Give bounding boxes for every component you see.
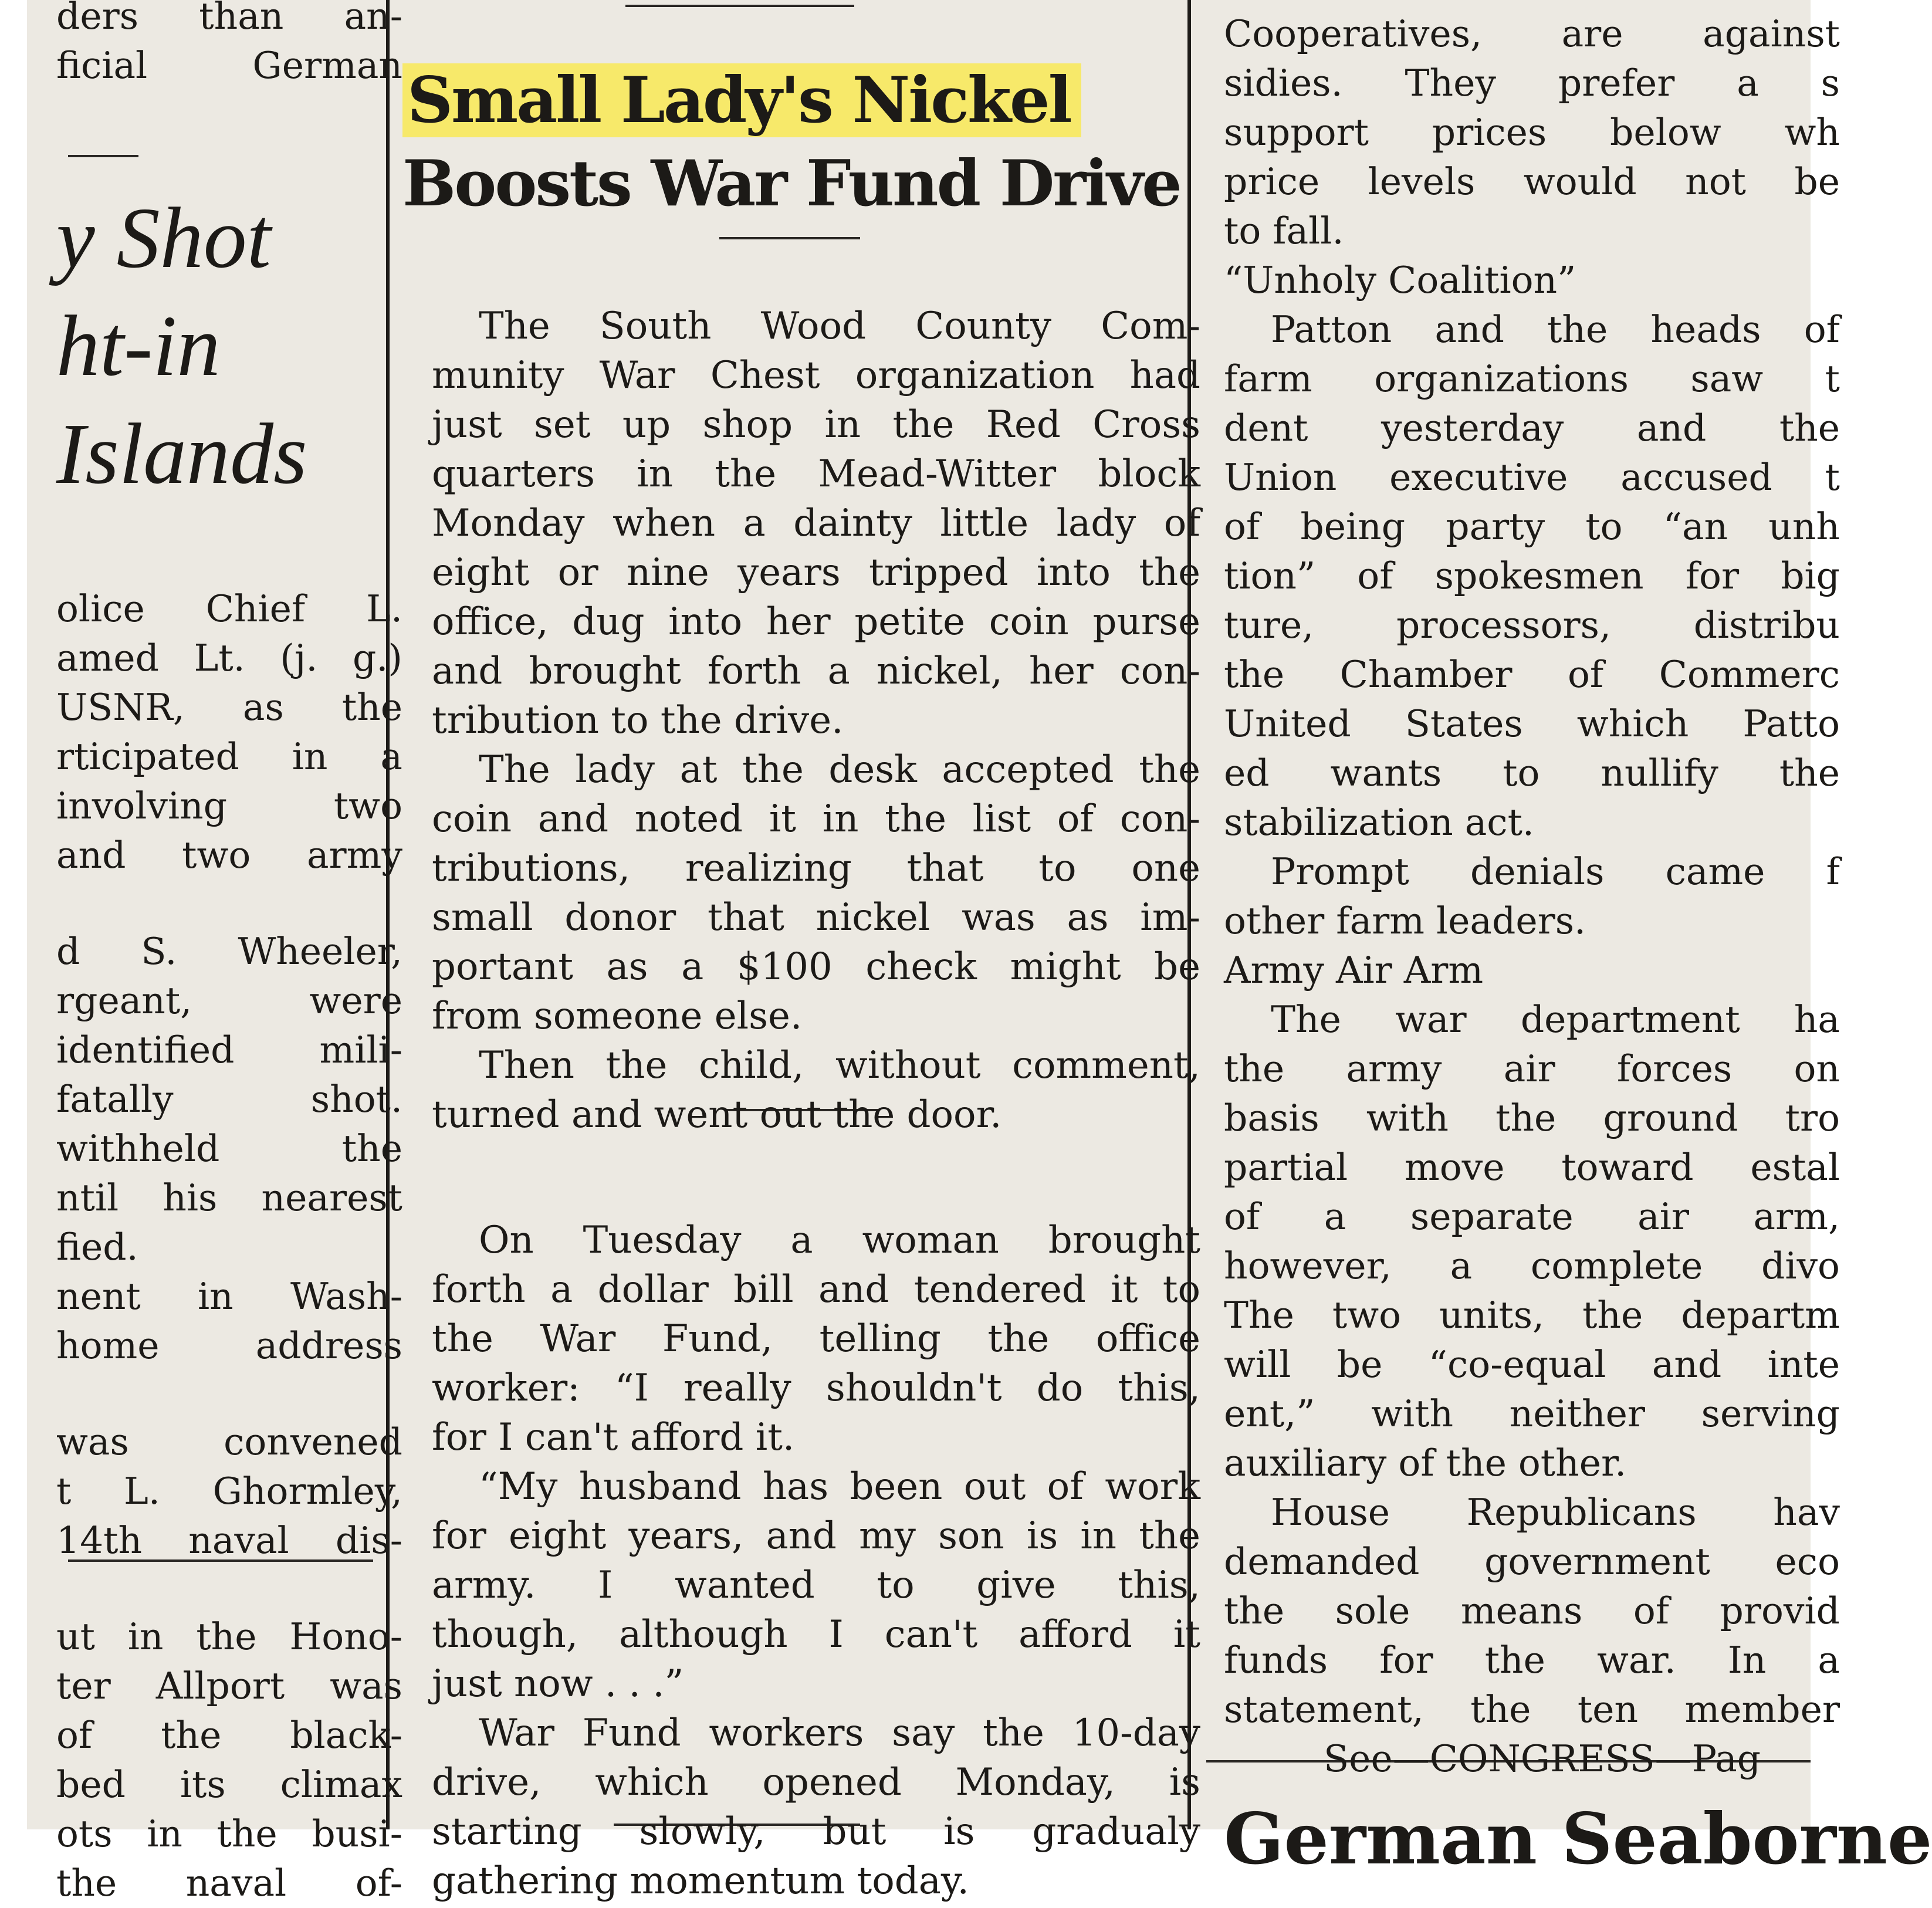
- article-body-line: portant as a $100 check might be: [432, 945, 1200, 989]
- left-top-line: ficial German: [56, 44, 402, 87]
- right-subhead: “Unholy Coalition”: [1224, 259, 1576, 302]
- article-body-line: turned and went out the door.: [432, 1093, 1002, 1136]
- right-column: [1224, 9, 1932, 1883]
- article-body-line: just now . . .”: [432, 1662, 684, 1706]
- left-body-line: amed Lt. (j. g.): [56, 637, 402, 679]
- article: [402, 59, 1218, 1906]
- left-body-line: nent in Wash-: [56, 1275, 402, 1318]
- right-subhead: Army Air Arm: [1224, 949, 1484, 992]
- right-body-line: price levels would not be: [1224, 160, 1840, 203]
- right-body-line: ed wants to nullify the: [1224, 752, 1840, 794]
- article-body-line: the War Fund, telling the office: [432, 1317, 1200, 1361]
- right-body-line: Patton and the heads of: [1271, 308, 1840, 351]
- article-body-line: office, dug into her petite coin purse: [432, 600, 1200, 644]
- top-rule: [625, 5, 854, 7]
- left-body-line: olice Chief L.: [56, 587, 402, 630]
- article-body-line: for I can't afford it.: [432, 1416, 795, 1459]
- right-body-line: funds for the war. In a: [1224, 1639, 1840, 1682]
- right-body-line: The two units, the departm: [1224, 1294, 1840, 1337]
- article-body-line: On Tuesday a woman brought: [479, 1219, 1200, 1262]
- article-body-line: for eight years, and my son is in the: [432, 1514, 1200, 1558]
- article-body-line: army. I wanted to give this,: [432, 1564, 1200, 1607]
- right-body-line: the Chamber of Commerc: [1224, 653, 1840, 696]
- article-body-line: small donor that nickel was as im-: [432, 896, 1200, 939]
- left-body-line: fatally shot.: [56, 1078, 402, 1121]
- article-body-line: just set up shop in the Red Cross: [432, 403, 1200, 446]
- left-body-line: the naval of-: [56, 1862, 402, 1904]
- right-body-line: will be “co-equal and inte: [1224, 1343, 1840, 1386]
- left-body-line: of the black-: [56, 1714, 402, 1757]
- article-body-line: eight or nine years tripped into the: [432, 551, 1200, 594]
- left-body-line: 14th naval dis-: [56, 1519, 402, 1562]
- right-bottom-headline: German Seaborne: [1224, 1798, 1932, 1880]
- left-body-line: fied.: [56, 1226, 138, 1268]
- right-body-line: however, a complete divo: [1224, 1244, 1840, 1287]
- right-body-line: partial move toward estal: [1224, 1146, 1840, 1189]
- article-body-line: worker: “I really shouldn't do this,: [432, 1366, 1200, 1410]
- article-body-line: War Fund workers say the 10-day: [479, 1711, 1200, 1755]
- right-body-line: auxiliary of the other.: [1224, 1442, 1627, 1484]
- right-body-line: of being party to “an unh: [1224, 505, 1840, 548]
- left-body-line: rgeant, were: [56, 979, 402, 1022]
- article-body-line: Then the child, without comment,: [479, 1044, 1200, 1087]
- left-headline-line: y Shot: [56, 190, 271, 286]
- article-body-line: tribution to the drive.: [432, 699, 844, 742]
- article-body-line: The South Wood County Com-: [479, 305, 1200, 348]
- right-body-line: dent yesterday and the: [1224, 407, 1840, 449]
- right-body-line: of a separate air arm,: [1224, 1195, 1840, 1238]
- right-body-line: the army air forces on: [1224, 1047, 1840, 1090]
- article-body-line: gathering momentum today.: [432, 1859, 969, 1903]
- right-body-line: Union executive accused t: [1224, 456, 1840, 499]
- article-body-line: starting slowly, but is gradualy: [432, 1810, 1200, 1853]
- left-body-line: t L. Ghormley,: [56, 1470, 402, 1513]
- right-body-line: statement, the ten member: [1224, 1688, 1840, 1731]
- left-headline-line: Islands: [56, 406, 307, 502]
- article-body-line: Monday when a dainty little lady of: [432, 502, 1200, 545]
- article-body-line: “My husband has been out of work: [479, 1465, 1200, 1508]
- right-body-line: sidies. They prefer a s: [1224, 62, 1840, 104]
- left-body-line: home address: [56, 1324, 402, 1367]
- right-body-line: basis with the ground tro: [1224, 1097, 1840, 1139]
- left-body-line: ter Allport was: [56, 1665, 402, 1707]
- left-body-line: identified mili-: [56, 1029, 402, 1071]
- left-body-line: ntil his nearest: [56, 1176, 402, 1219]
- article-body-line: forth a dollar bill and tendered it to: [432, 1268, 1200, 1311]
- right-body-line: tion” of spokesmen for big: [1224, 554, 1840, 597]
- article-body-line: from someone else.: [432, 994, 803, 1038]
- left-body-line: and two army: [56, 834, 402, 877]
- left-body-line: involving two: [56, 784, 402, 827]
- newsprint-page: [27, 0, 1932, 1904]
- article-body-line: coin and noted it in the list of con-: [432, 797, 1200, 841]
- left-body-line: ut in the Hono-: [56, 1615, 402, 1658]
- right-body-line: Prompt denials came f: [1271, 850, 1840, 893]
- left-body-line: USNR, as the: [56, 686, 402, 729]
- right-body-line: United States which Patto: [1224, 702, 1840, 745]
- left-body-line: bed its climax: [56, 1763, 402, 1806]
- right-body-line: demanded government eco: [1224, 1540, 1840, 1583]
- continuation-line: See—CONGRESS—Pag: [1324, 1737, 1761, 1780]
- article-headline-line1: [402, 59, 1218, 142]
- article-body-line: The lady at the desk accepted the: [479, 748, 1200, 791]
- left-body-line: was convened: [56, 1420, 402, 1463]
- right-body-line: other farm leaders.: [1224, 899, 1586, 942]
- left-headline-line: ht-in: [56, 298, 221, 394]
- article-body-line: munity War Chest organization had: [432, 354, 1200, 397]
- left-body-line: ots in the busi-: [56, 1812, 402, 1855]
- article-body-line: quarters in the Mead-Witter block: [432, 452, 1200, 496]
- right-body-line: Cooperatives, are against: [1224, 12, 1840, 55]
- right-body-line: House Republicans hav: [1271, 1491, 1840, 1534]
- headline-highlight: Small Lady's Nickel: [402, 63, 1081, 137]
- right-body-line: stabilization act.: [1224, 801, 1534, 844]
- right-body-line: The war department ha: [1271, 998, 1840, 1041]
- left-body-line: d S. Wheeler,: [56, 930, 402, 973]
- left-column: [56, 0, 402, 1908]
- right-body-line: the sole means of provid: [1224, 1589, 1840, 1632]
- article-body-line: though, although I can't afford it: [432, 1613, 1200, 1656]
- right-body-line: farm organizations saw t: [1224, 357, 1840, 400]
- article-headline-line2: Boosts War Fund Drive: [402, 147, 1180, 221]
- left-body-line: withheld the: [56, 1127, 402, 1170]
- left-body-line: rticipated in a: [56, 735, 402, 778]
- right-body-line: ture, processors, distribu: [1224, 604, 1840, 647]
- right-body-line: support prices below wh: [1224, 111, 1840, 154]
- right-body-line: ent,” with neither serving: [1224, 1392, 1840, 1435]
- article-body-line: drive, which opened Monday, is: [432, 1761, 1200, 1804]
- left-top-line: ders than an-: [56, 0, 402, 38]
- article-body-line: and brought forth a nickel, her con-: [432, 649, 1200, 693]
- article-body-line: tributions, realizing that to one: [432, 847, 1200, 890]
- right-body-line: to fall.: [1224, 209, 1344, 252]
